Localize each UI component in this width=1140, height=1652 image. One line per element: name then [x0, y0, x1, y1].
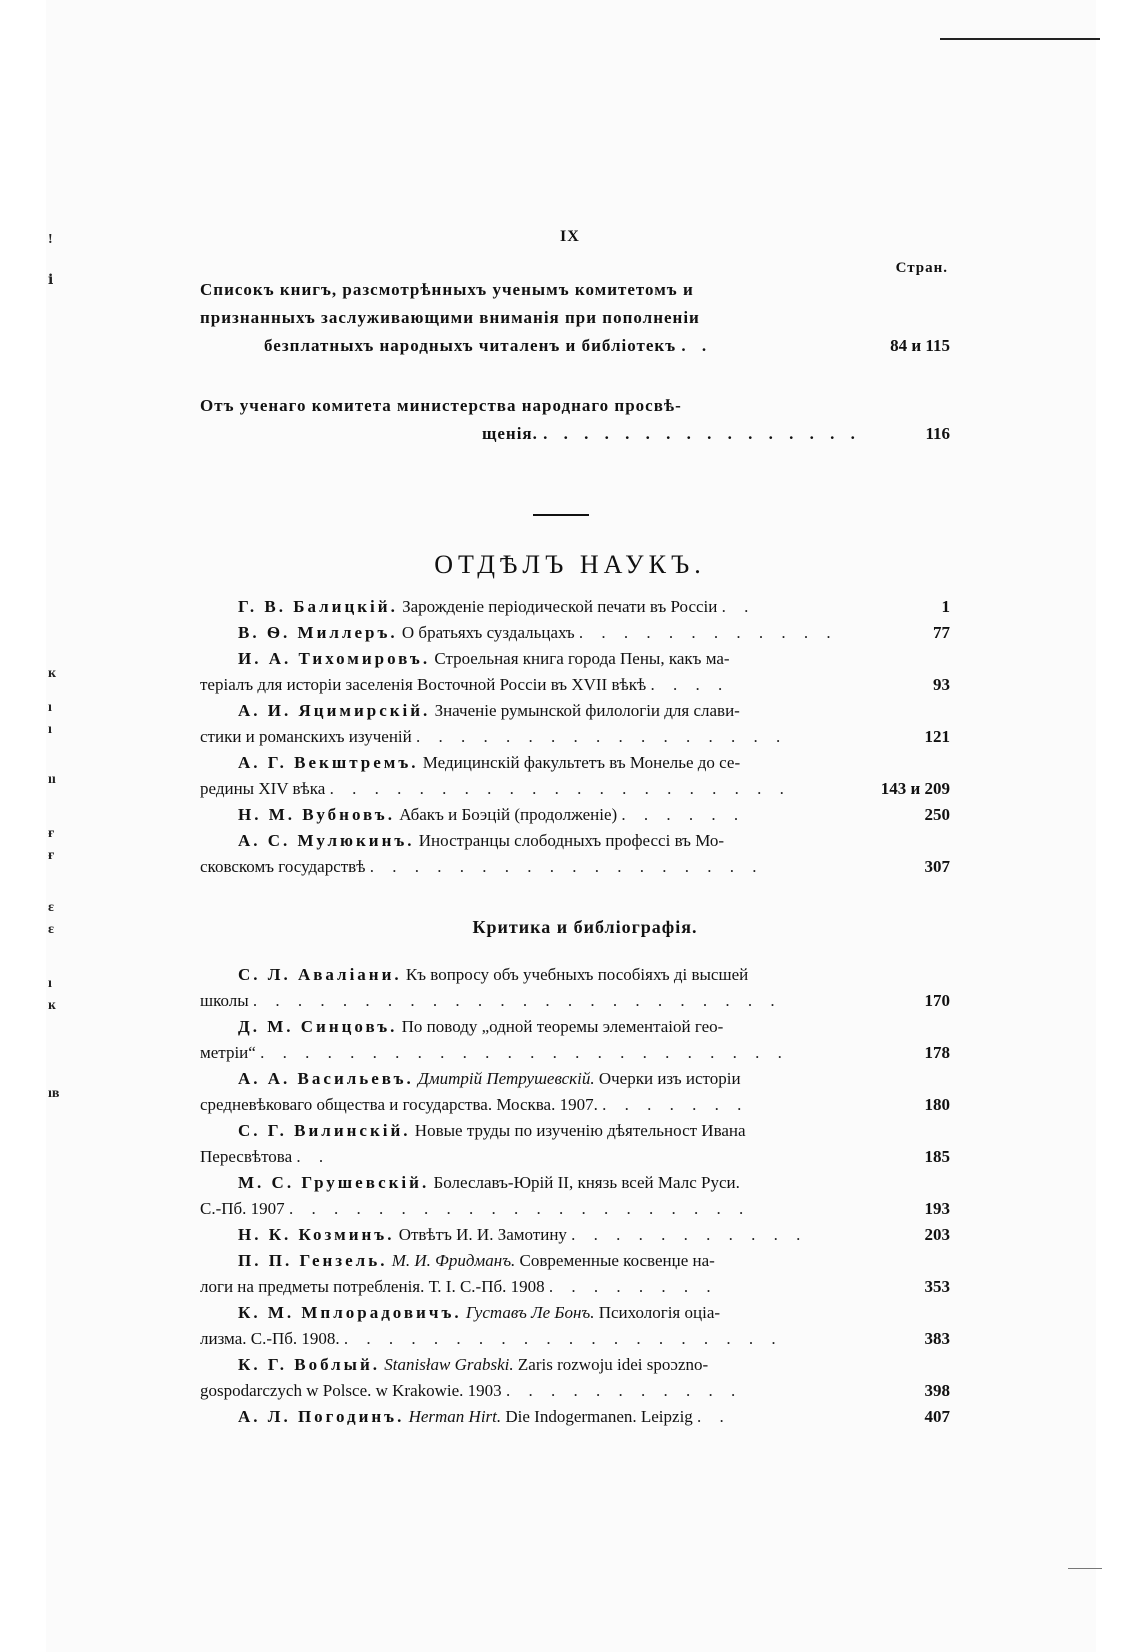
- toc-entry-line: [200, 1222, 950, 1248]
- toc-entry-line: [200, 1378, 950, 1404]
- entry-italic-title: М. И. Фридманъ.: [391, 1251, 516, 1270]
- toc-entry-line: [200, 646, 950, 672]
- toc-entry-line: [200, 1092, 950, 1118]
- entry-title: Zaris rozwoju idei spoɔzno-: [513, 1355, 709, 1374]
- page-reference: 84 и 115: [890, 336, 950, 355]
- entry-title: стики и романскихъ изученій: [200, 727, 412, 746]
- page-reference: 180: [924, 1095, 950, 1114]
- dot-leader: . .: [721, 597, 756, 616]
- page-number: IX: [560, 228, 580, 245]
- table-of-contents-criticism: [200, 962, 950, 1430]
- toc-entry: [200, 802, 950, 828]
- front-matter-line: безплатныхъ народныхъ читаленъ и библіотекъ . . 84 и 115: [200, 332, 950, 360]
- margin-mark: ɛ: [48, 922, 54, 937]
- dot-leader: . . . . . . . . . . . . . . . . .: [416, 727, 788, 746]
- page-reference: 353: [924, 1277, 950, 1296]
- entry-author: А. С. Мулюкинъ.: [238, 831, 415, 850]
- toc-entry: [200, 1014, 950, 1066]
- toc-entry-line: [200, 672, 950, 698]
- dot-leader: . . . . . . . . . . . . . . . . . . . . .: [329, 779, 791, 798]
- entry-title: Значеніе румынской филологіи для слави-: [434, 701, 740, 720]
- toc-entry-line: [200, 1040, 950, 1066]
- toc-entry-line: [200, 962, 950, 988]
- toc-entry-line: [200, 1118, 950, 1144]
- toc-entry-line: [200, 1066, 950, 1092]
- dot-leader: . . . . . . . . . . .: [571, 1225, 808, 1244]
- dot-leader: . . . . . . .: [602, 1095, 749, 1114]
- front-matter-line: Списокъ книгъ, разсмотрѣнныхъ ученымъ комитетомъ и: [200, 280, 694, 299]
- toc-entry: [200, 1118, 950, 1170]
- entry-author: С. Г. Вилинскій.: [238, 1121, 411, 1140]
- toc-entry-line: [200, 1326, 950, 1352]
- page-reference: 407: [924, 1407, 950, 1426]
- toc-entry: [200, 750, 950, 802]
- dot-leader: . . . . . . . . . . . . . . . . . . . . . . . .: [252, 991, 782, 1010]
- toc-entry: [200, 1248, 950, 1300]
- entry-title: Иностранцы слободныхъ профессі въ Мо-: [418, 831, 725, 850]
- toc-entry-line: [200, 854, 950, 880]
- front-matter-entry: [200, 276, 950, 360]
- toc-entry: [200, 1222, 950, 1248]
- dot-leader: . .: [296, 1147, 331, 1166]
- margin-mark: ғ: [48, 826, 55, 841]
- entry-author: С. Л. Аваліани.: [238, 965, 402, 984]
- entry-author: Г. В. Балицкій.: [238, 597, 398, 616]
- margin-mark: ε: [48, 900, 54, 915]
- entry-title: школы: [200, 991, 249, 1010]
- entry-title: Новые труды по изученію дѣятельност Ивана: [414, 1121, 746, 1140]
- dot-leader: . . . . . . . . . . .: [505, 1381, 743, 1400]
- entry-italic-title: Дмитрій Петрушевскій.: [417, 1069, 595, 1088]
- entry-title: gospodarczych w Polsce. w Krakowie. 1903: [200, 1381, 502, 1400]
- page-reference: 116: [925, 424, 950, 443]
- entry-author: В. Ѳ. Миллеръ.: [238, 623, 398, 642]
- toc-entry-line: [200, 594, 950, 620]
- dot-leader: . . . .: [650, 675, 730, 694]
- entry-author: И. А. Тихомировъ.: [238, 649, 431, 668]
- page-reference: 203: [924, 1225, 950, 1244]
- toc-entry-line: [200, 1352, 950, 1378]
- toc-entry-line: [200, 988, 950, 1014]
- dot-leader: . . . . . . . . . . . . . . . . . . . . . . . .: [260, 1043, 789, 1062]
- entry-title: редины XIV вѣка: [200, 779, 326, 798]
- dot-leader: . . . . . .: [621, 805, 746, 824]
- toc-entry-line: [200, 802, 950, 828]
- margin-mark: ı: [48, 722, 52, 737]
- entry-title: Абакъ и Боэцій (продолженіе): [399, 805, 618, 824]
- toc-entry: [200, 1170, 950, 1222]
- toc-entry: [200, 594, 950, 620]
- page-reference: 1: [941, 597, 950, 616]
- section-heading: ОТДѢЛЪ НАУКЪ.: [434, 550, 706, 579]
- toc-entry-line: [200, 620, 950, 646]
- front-matter-line: щенія. . . . . . . . . . . . . . . . . 116: [200, 420, 950, 448]
- entry-author: К. М. Мплорадовичъ.: [238, 1303, 462, 1322]
- margin-mark: к: [48, 666, 57, 681]
- toc-entry: [200, 962, 950, 1014]
- table-of-contents-science: [200, 594, 950, 880]
- entry-author: К. Г. Воблый.: [238, 1355, 380, 1374]
- toc-entry: [200, 698, 950, 750]
- entry-title: С.-Пб. 1907: [200, 1199, 285, 1218]
- entry-title: Современные косвенџе на-: [515, 1251, 715, 1270]
- entry-author: М. С. Грушевскій.: [238, 1173, 430, 1192]
- entry-title: Медицинскій факультетъ въ Монелье до се-: [422, 753, 741, 772]
- front-matter-line: Отъ ученаго комитета министерства народнаго просвѣ-: [200, 396, 682, 415]
- entry-title: Къ вопросу объ учебныхъ пособіяхъ ді высшей: [405, 965, 749, 984]
- entry-title: Пересвѣтова: [200, 1147, 293, 1166]
- page-reference: 178: [924, 1043, 950, 1062]
- dot-leader: . . . . . . . . . . . . . . . . . .: [369, 857, 764, 876]
- entry-author: А. Л. Погодинъ.: [238, 1407, 405, 1426]
- toc-entry-line: [200, 1196, 950, 1222]
- dot-leader: . . . . . . . . . . . .: [578, 623, 838, 642]
- entry-title: теріалъ для исторіи заселенія Восточной Россіи въ XVII вѣкѣ: [200, 675, 647, 694]
- entry-title: метріи“: [200, 1043, 256, 1062]
- toc-entry-line: [200, 1404, 950, 1430]
- section-divider: [533, 514, 589, 516]
- page-reference: 93: [933, 675, 950, 694]
- toc-entry: [200, 828, 950, 880]
- front-matter-line: признанныхъ заслуживающими вниманія при пополненіи: [200, 308, 700, 327]
- page-reference: 193: [924, 1199, 950, 1218]
- entry-italic-title: Herman Hirt.: [408, 1407, 502, 1426]
- entry-author: Н. М. Вубновъ.: [238, 805, 395, 824]
- top-rule: [940, 38, 1100, 40]
- toc-entry: [200, 620, 950, 646]
- page-reference: 143 и 209: [880, 779, 950, 798]
- margin-mark: ı: [48, 976, 52, 991]
- toc-entry-line: [200, 828, 950, 854]
- toc-entry-line: [200, 1170, 950, 1196]
- toc-entry: [200, 1300, 950, 1352]
- entry-author: А. И. Яцимирскій.: [238, 701, 431, 720]
- entry-title: логи на предметы потребленія. Т. I. С.-Пб. 1908: [200, 1277, 545, 1296]
- margin-mark: ĸ: [48, 998, 56, 1013]
- entry-title: лизма. С.-Пб. 1908.: [200, 1329, 340, 1348]
- entry-title: Психологія оціа-: [594, 1303, 721, 1322]
- bottom-rule: [1068, 1568, 1102, 1569]
- entry-author: Д. М. Синцовъ.: [238, 1017, 398, 1036]
- entry-title: Die Indogermanen. Leipzig: [501, 1407, 693, 1426]
- page-reference: 398: [924, 1381, 950, 1400]
- margin-mark: ı: [48, 700, 52, 715]
- toc-entry-line: [200, 750, 950, 776]
- dot-leader: . . . . . . . . . . . . . . . . . . . .: [343, 1329, 783, 1348]
- section-heading: Критика и библіографія.: [472, 917, 698, 937]
- entry-title: Отвѣтъ И. И. Замотину: [398, 1225, 567, 1244]
- page-reference: 307: [924, 857, 950, 876]
- toc-entry-line: [200, 1274, 950, 1300]
- toc-entry-line: [200, 1144, 950, 1170]
- dot-leader: . .: [697, 1407, 731, 1426]
- page-reference: 383: [924, 1329, 950, 1348]
- dot-leader: . . . . . . . . . . . . . . . . . . . . .: [288, 1199, 751, 1218]
- page-reference: 185: [924, 1147, 950, 1166]
- toc-entry-line: [200, 776, 950, 802]
- page-reference: 170: [924, 991, 950, 1010]
- entry-title: Строельная книга города Пены, какъ ма-: [434, 649, 730, 668]
- entry-title: О братьяхъ суздальцахъ: [401, 623, 575, 642]
- page-reference: 121: [924, 727, 950, 746]
- toc-entry-line: [200, 1300, 950, 1326]
- entry-title: Зарожденіе періодической печати въ Россіи: [402, 597, 718, 616]
- entry-title: сковскомъ государствѣ: [200, 857, 366, 876]
- entry-title: Болеславъ-Юрій II, князь всей Малс Руси.: [433, 1173, 740, 1192]
- entry-author: Н. К. Козминъ.: [238, 1225, 395, 1244]
- page-reference: 77: [933, 623, 950, 642]
- toc-entry-line: [200, 1248, 950, 1274]
- margin-mark: ⅰ: [48, 273, 54, 288]
- toc-entry-line: [200, 1014, 950, 1040]
- margin-mark: !: [48, 232, 53, 247]
- entry-author: А. А. Васильевъ.: [238, 1069, 414, 1088]
- entry-author: П. П. Гензель.: [238, 1251, 388, 1270]
- toc-entry-line: [200, 724, 950, 750]
- entry-title: Очерки изъ исторіи: [594, 1069, 741, 1088]
- toc-entry: [200, 646, 950, 698]
- column-header-pages: Стран.: [895, 260, 948, 276]
- margin-mark: ıʙ: [48, 1086, 60, 1101]
- dot-leader: . . . . . . . .: [548, 1277, 718, 1296]
- margin-mark: ғ: [48, 848, 55, 863]
- toc-entry: [200, 1066, 950, 1118]
- entry-author: А. Г. Векштремъ.: [238, 753, 419, 772]
- entry-title: По поводу „одной теоремы элементаіой гео-: [401, 1017, 724, 1036]
- toc-entry: [200, 1404, 950, 1430]
- entry-title: средневѣковаго общества и государства. Москва. 1907.: [200, 1095, 598, 1114]
- page-reference: 250: [924, 805, 950, 824]
- front-matter-entry: [200, 392, 950, 448]
- toc-entry: [200, 1352, 950, 1404]
- toc-entry-line: [200, 698, 950, 724]
- entry-italic-title: Густавъ Ле Бонъ.: [465, 1303, 595, 1322]
- entry-italic-title: Stanisław Grabski.: [384, 1355, 514, 1374]
- margin-mark: ıı: [48, 772, 56, 787]
